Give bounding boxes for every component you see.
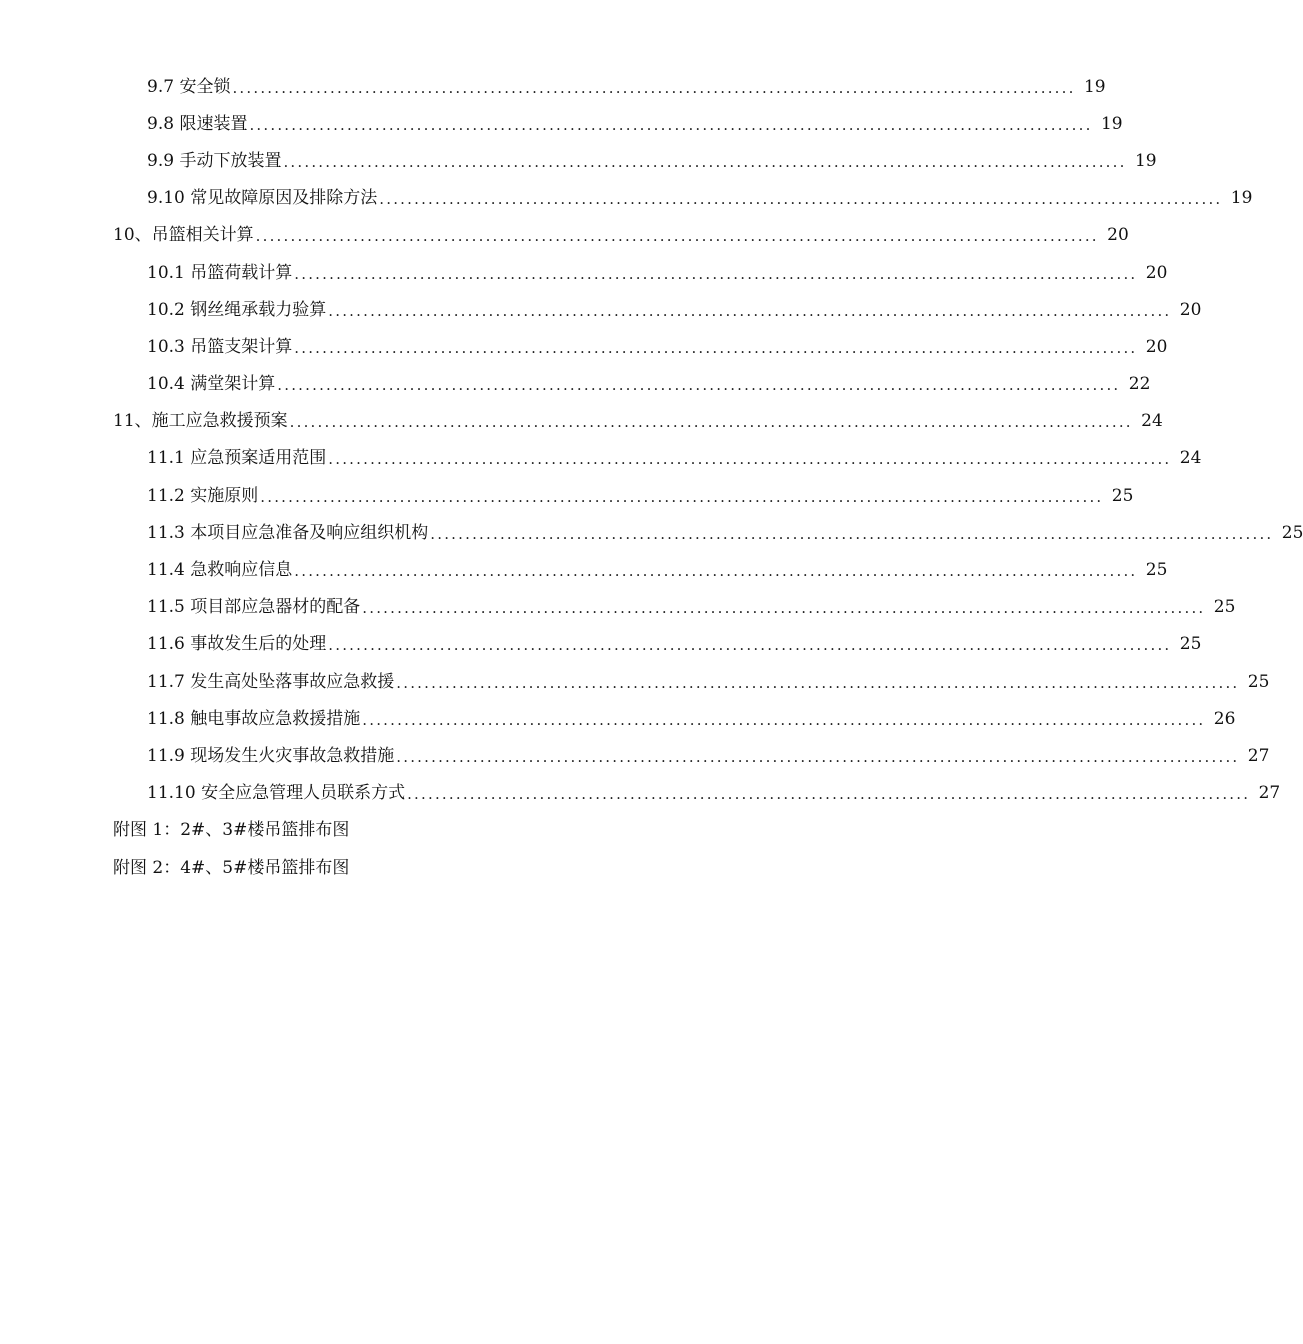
toc-entry-page: 19 [1134,150,1157,171]
toc-entry-label: 11.4 急救响应信息 [147,560,293,581]
toc-entry-page: 22 [1128,374,1151,395]
dot-leader: ......................................................................................................................... [396,673,1240,692]
toc-entry-label: 11.9 现场发生火灾事故急救措施 [147,745,395,766]
toc-entry-10-3[interactable] [0,328,1168,365]
dot-leader: ......................................................................................................................... [328,301,1172,320]
dot-leader: ......................................................................................................................... [232,78,1076,97]
dot-leader: ......................................................................................................................... [407,785,1251,804]
toc-entry-page: 25 [1111,485,1134,506]
toc-entry-appendix-2[interactable] [0,849,950,886]
dot-leader: ......................................................................................................................... [260,487,1104,506]
toc-entry-label: 附图 1：2#、3#楼吊篮排布图 [113,820,350,841]
toc-entry-page: 20 [1107,225,1129,246]
toc-entry-label: 11.1 应急预案适用范围 [147,448,327,469]
dot-leader: ......................................................................................................................... [328,636,1172,655]
toc-entry-9-7[interactable] [0,68,1106,105]
toc-entry-label: 10、吊篮相关计算 [113,225,254,246]
toc-entry-page: 19 [1230,188,1253,209]
toc-entry-page: 27 [1258,783,1281,804]
toc-entry-page: 24 [1179,448,1202,469]
toc-entry-page: 20 [1145,262,1168,283]
toc-entry-page: 19 [1083,76,1106,97]
toc-entry-page: 25 [1213,597,1236,618]
toc-entry-label: 附图 2：4#、5#楼吊篮排布图 [113,857,350,878]
toc-entry-11-1[interactable] [0,440,1202,477]
toc-entry-page: 25 [1179,634,1202,655]
toc-entry-label: 10.4 满堂架计算 [147,374,276,395]
dot-leader: ......................................................................................................................... [289,413,1133,432]
dot-leader: ......................................................................................................................... [430,524,1274,543]
toc-entry-page: 26 [1213,708,1236,729]
dot-leader: ......................................................................................................................... [294,562,1138,581]
toc-entry-page: 24 [1141,411,1163,432]
toc-entry-label: 11.3 本项目应急准备及响应组织机构 [147,522,429,543]
toc-entry-label: 9.7 安全锁 [147,76,231,97]
toc-entry-label: 11、施工应急救援预案 [113,411,288,432]
toc-entry-label: 9.9 手动下放装置 [147,150,282,171]
toc-entry-11-2[interactable] [0,477,1134,514]
toc-entry-page: 25 [1281,522,1303,543]
toc-entry-10[interactable] [0,217,1129,254]
toc-entry-label: 9.10 常见故障原因及排除方法 [147,188,378,209]
toc-entry-11-5[interactable] [0,589,1236,626]
toc-entry-appendix-1[interactable] [0,812,950,849]
toc-entry-label: 10.1 吊篮荷载计算 [147,262,293,283]
toc-entry-label: 11.7 发生高处坠落事故应急救援 [147,671,395,692]
toc-entry-11-10[interactable] [0,775,1281,812]
toc-entry-page: 19 [1100,113,1123,134]
toc-entry-page: 25 [1247,671,1270,692]
dot-leader: ......................................................................................................................... [328,450,1172,469]
dot-leader: ......................................................................................................................... [294,338,1138,357]
dot-leader: ......................................................................................................................... [379,190,1223,209]
dot-leader: ......................................................................................................................... [255,227,1099,246]
toc-entry-9-9[interactable] [0,142,1157,179]
toc-entry-11-6[interactable] [0,626,1202,663]
toc-entry-page: 20 [1145,336,1168,357]
dot-leader: ......................................................................................................................... [277,376,1121,395]
dot-leader: ......................................................................................................................... [362,599,1206,618]
dot-leader: ......................................................................................................................... [249,115,1093,134]
toc-entry-page: 20 [1179,299,1202,320]
toc-entry-9-8[interactable] [0,105,1123,142]
toc-entry-9-10[interactable] [0,180,1253,217]
dot-leader: ......................................................................................................................... [396,747,1240,766]
toc-entry-label: 11.5 项目部应急器材的配备 [147,597,361,618]
toc-entry-10-4[interactable] [0,366,1151,403]
toc-entry-label: 9.8 限速装置 [147,113,248,134]
toc-entry-page: 25 [1145,560,1168,581]
table-of-contents [0,68,1303,886]
toc-entry-10-2[interactable] [0,291,1202,328]
toc-entry-11-7[interactable] [0,663,1270,700]
toc-entry-label: 11.8 触电事故应急救援措施 [147,708,361,729]
toc-entry-11-9[interactable] [0,737,1270,774]
toc-entry-10-1[interactable] [0,254,1168,291]
toc-entry-label: 11.10 安全应急管理人员联系方式 [147,783,406,804]
toc-entry-page: 27 [1247,745,1270,766]
toc-entry-11-4[interactable] [0,551,1168,588]
toc-entry-11-3[interactable] [0,514,1303,551]
toc-entry-label: 11.6 事故发生后的处理 [147,634,327,655]
dot-leader: ......................................................................................................................... [294,264,1138,283]
toc-entry-11[interactable] [0,403,1163,440]
dot-leader: ......................................................................................................................... [362,710,1206,729]
toc-entry-11-8[interactable] [0,700,1236,737]
toc-entry-label: 11.2 实施原则 [147,485,259,506]
toc-entry-label: 10.2 钢丝绳承载力验算 [147,299,327,320]
toc-entry-label: 10.3 吊篮支架计算 [147,336,293,357]
dot-leader: ......................................................................................................................... [283,152,1127,171]
